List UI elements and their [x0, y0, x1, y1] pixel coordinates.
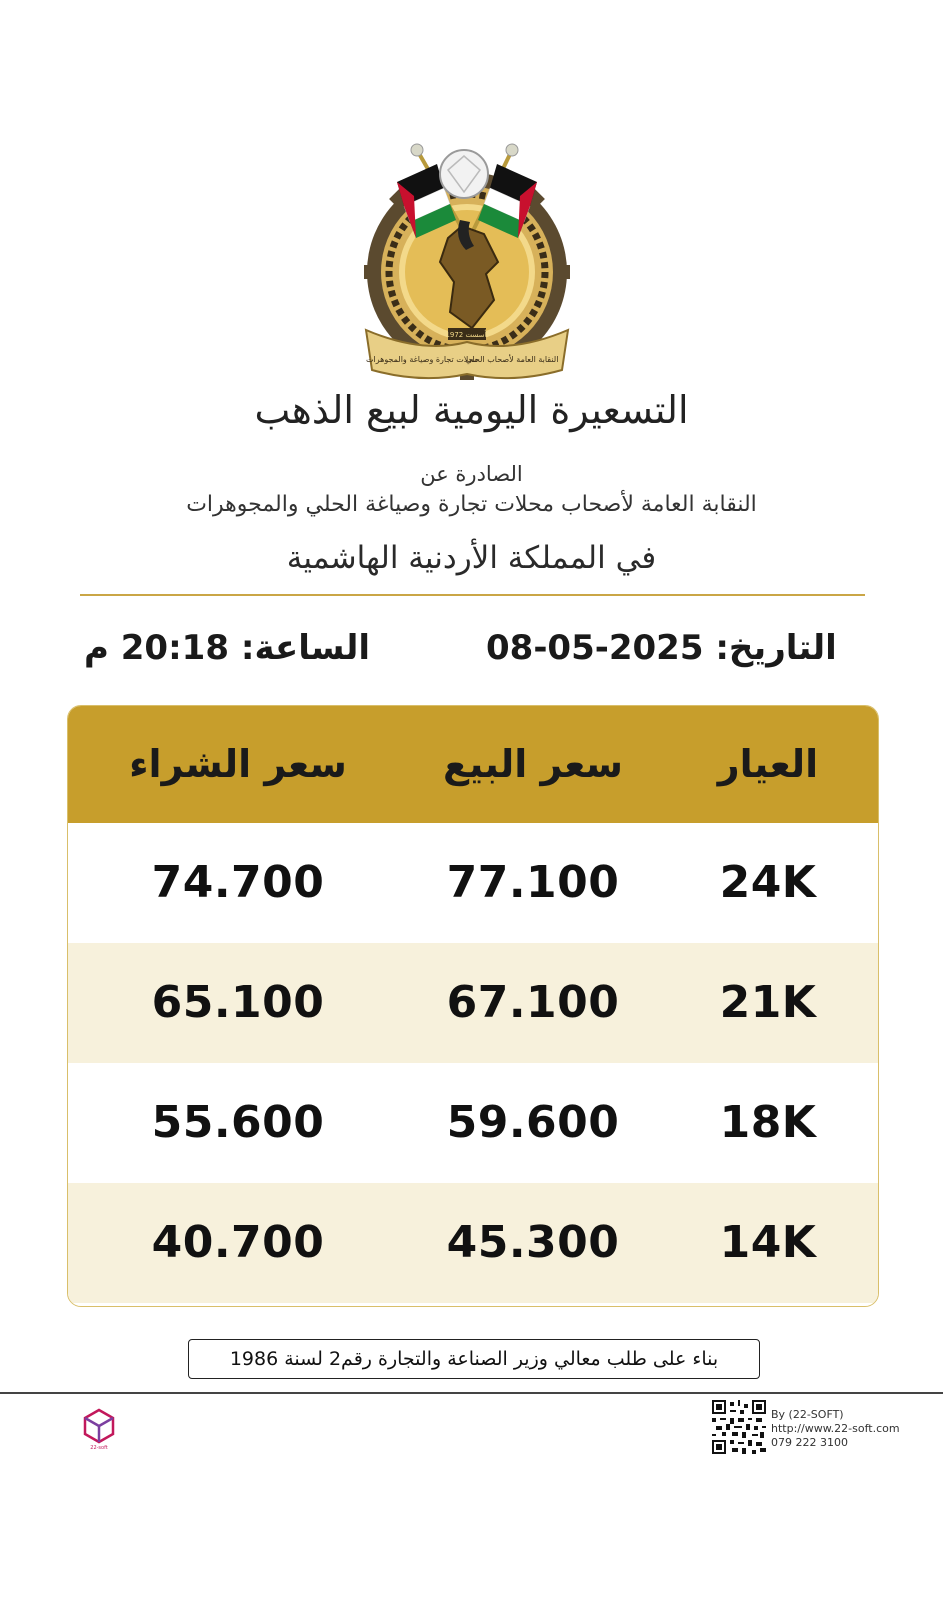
buy-price-cell: 55.600: [151, 1097, 325, 1148]
sell-price-cell: 45.300: [446, 1217, 620, 1268]
time: [84, 628, 370, 668]
diamond-icon: [440, 150, 488, 198]
table-header: [68, 706, 878, 823]
table-row: [68, 1063, 878, 1183]
credit-url[interactable]: http://www.22-soft.com: [771, 1422, 900, 1435]
syndicate-name: النقابة العامة لأصحاب محلات تجارة وصياغة الحلي والمجوهرات: [186, 492, 757, 517]
page-title: التسعيرة اليومية لبيع الذهب: [254, 388, 689, 432]
karat-cell: 21K: [719, 977, 817, 1028]
buy-price-cell: 40.700: [151, 1217, 325, 1268]
divider: [80, 594, 865, 596]
sell-price-cell: 77.100: [446, 857, 620, 908]
qr-code-icon: [712, 1400, 766, 1454]
buy-price-cell: 65.100: [151, 977, 325, 1028]
date: [486, 628, 837, 668]
price-table: [67, 705, 879, 1307]
karat-cell: 14K: [719, 1217, 817, 1268]
footer-divider: [0, 1392, 943, 1394]
credit-phone: 079 222 3100: [771, 1436, 848, 1449]
date-label: التاريخ:: [715, 628, 837, 668]
svg-text:محلات تجارة وصياغة والمجوهرات: محلات تجارة وصياغة والمجوهرات: [365, 355, 479, 364]
syndicate-emblem: [362, 142, 582, 387]
table-row: [68, 823, 878, 943]
table-row: [68, 1183, 878, 1303]
karat-cell: 24K: [719, 857, 817, 908]
header-sell: سعر البيع: [443, 742, 623, 786]
header-buy: سعر الشراء: [129, 742, 347, 786]
svg-text:تأسست 1972: تأسست 1972: [445, 331, 489, 339]
time-label: الساعة:: [240, 628, 371, 668]
issued-by: الصادرة عن: [420, 462, 523, 486]
svg-text:22-soft: 22-soft: [90, 1445, 108, 1450]
date-value: 08-05-2025: [486, 628, 704, 668]
header-karat: العيار: [717, 742, 819, 786]
karat-cell: 18K: [719, 1097, 817, 1148]
time-value: 20:18 م: [84, 628, 229, 668]
sell-price-cell: 67.100: [446, 977, 620, 1028]
cube-logo-icon: [82, 1408, 116, 1450]
kingdom-name: في المملكة الأردنية الهاشمية: [286, 540, 657, 576]
table-row: [68, 943, 878, 1063]
ministry-note: بناء على طلب معالي وزير الصناعة والتجارة رقم2 لسنة 1986: [188, 1339, 760, 1379]
credit-text: [771, 1408, 900, 1450]
credit-by: By (22-SOFT): [771, 1408, 844, 1421]
buy-price-cell: 74.700: [151, 857, 325, 908]
sell-price-cell: 59.600: [446, 1097, 620, 1148]
svg-text:النقابة العامة لأصحاب الحلي: النقابة العامة لأصحاب الحلي: [465, 355, 559, 364]
